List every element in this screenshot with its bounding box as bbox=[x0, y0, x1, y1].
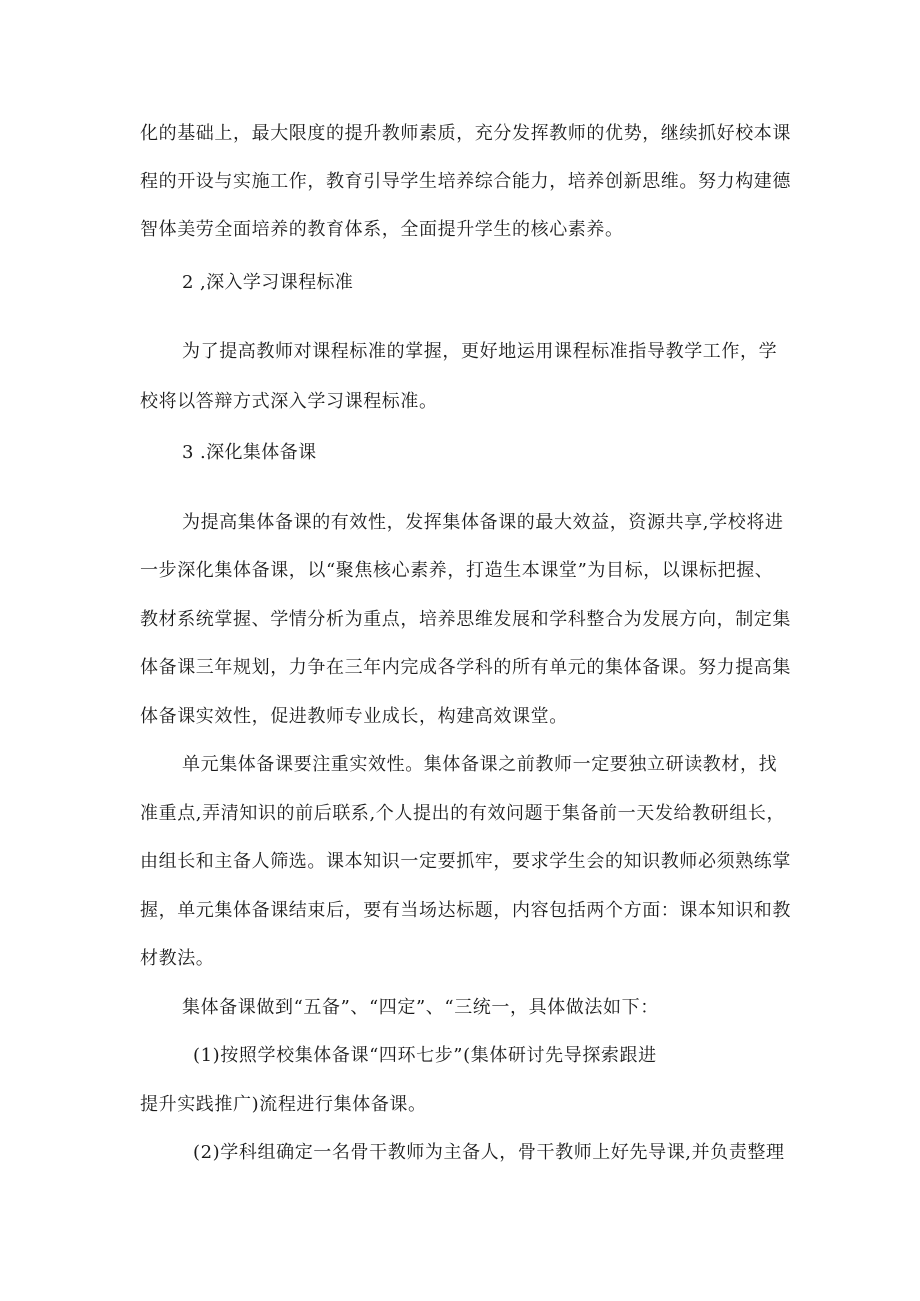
paragraph-line: 材教法。 bbox=[140, 948, 215, 969]
paragraph-line: 一步深化集体备课，以“聚焦核心素养，打造生本课堂”为目标，以课标把握、 bbox=[140, 560, 774, 581]
paragraph-line: 教材系统掌握、学情分析为重点，培养思维发展和学科整合为发展方向，制定集 bbox=[140, 609, 791, 630]
paragraph-line: 智体美劳全面培养的教育体系，全面提升学生的核心素养。 bbox=[140, 219, 624, 240]
paragraph-line: 化的基础上，最大限度的提升教师素质，充分发挥教师的优势，继续抓好校本课 bbox=[140, 123, 791, 144]
paragraph-line: 单元集体备课要注重实效性。集体备课之前教师一定要独立研读教材，找 bbox=[182, 754, 778, 775]
section-heading-3: 3 .深化集体备课 bbox=[182, 442, 317, 463]
paragraph-line: 校将以答辩方式深入学习课程标准。 bbox=[140, 391, 438, 412]
list-item-1: (1)按照学校集体备课“四环七步”(集体研讨先导探索跟进 bbox=[193, 1045, 657, 1066]
paragraph-line: 为提高集体备课的有效性，发挥集体备课的最大效益，资源共享,学校将进 bbox=[182, 512, 784, 533]
paragraph-line: 准重点,弄清知识的前后联系,个人提出的有效问题于集备前一天发给教研组长， bbox=[140, 803, 786, 824]
paragraph-line: 由组长和主备人筛选。课本知识一定要抓牢，要求学生会的知识教师必须熟练掌 bbox=[140, 851, 791, 872]
section-heading-2: 2 ,深入学习课程标准 bbox=[182, 272, 354, 293]
paragraph-line: 握，单元集体备课结束后，要有当场达标题，内容包括两个方面：课本知识和教 bbox=[140, 900, 791, 921]
paragraph-line: 程的开设与实施工作，教育引导学生培养综合能力，培养创新思维。努力构建德 bbox=[140, 171, 791, 192]
paragraph-line: 体备课三年规划，力争在三年内完成各学科的所有单元的集体备课。努力提高集 bbox=[140, 657, 791, 678]
paragraph-line: 为了提高教师对课程标准的掌握，更好地运用课程标准指导教学工作，学 bbox=[182, 341, 778, 362]
paragraph-line: 体备课实效性，促进教师专业成长，构建高效课堂。 bbox=[140, 706, 568, 727]
list-item-2: (2)学科组确定一名骨干教师为主备人，骨干教师上好先导课,并负责整理 bbox=[193, 1142, 785, 1163]
list-item-1-continuation: 提升实践推广)流程进行集体备课。 bbox=[140, 1094, 427, 1115]
paragraph-line: 集体备课做到“五备”、“四定”、“三统一，具体做法如下： bbox=[182, 997, 659, 1018]
